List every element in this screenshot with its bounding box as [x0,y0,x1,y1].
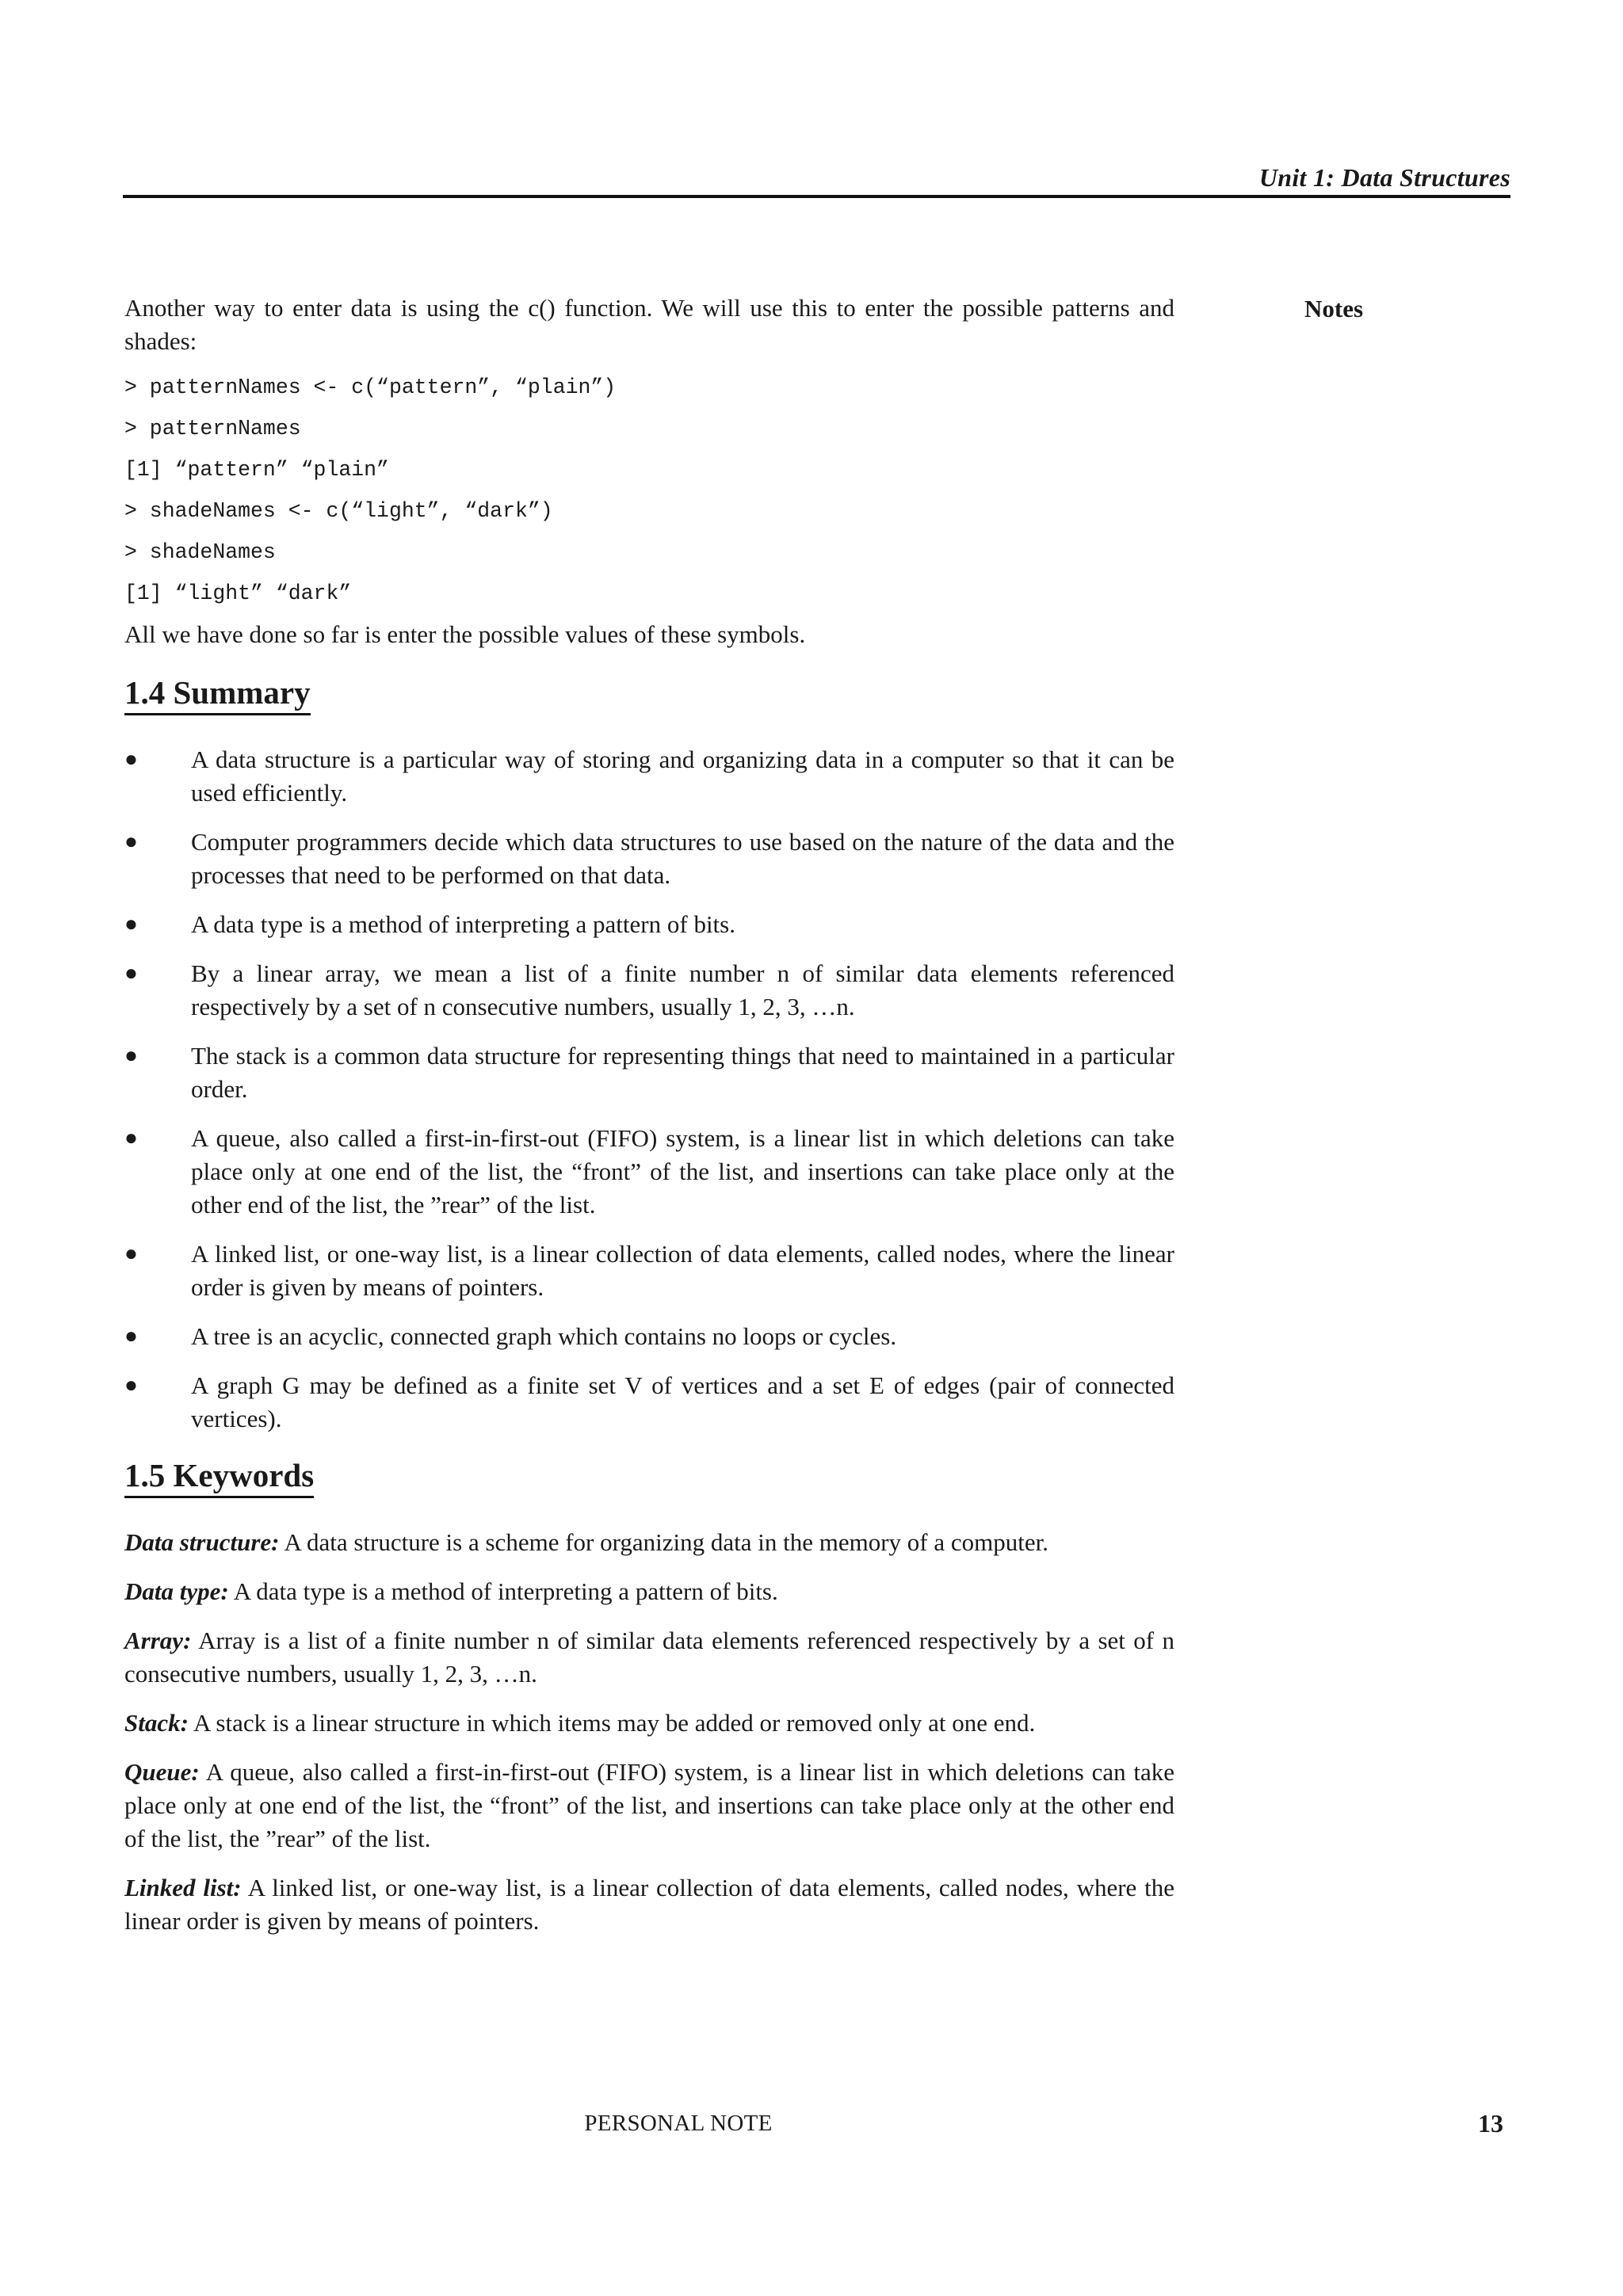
summary-item-text: A linked list, or one-way list, is a linear collection of data elements, called nodes, where the linear order is given by means of pointers. [191,1240,1174,1301]
keyword-term: Linked list: [124,1874,242,1901]
keyword-term: Data type: [124,1577,229,1605]
bullet-icon: ● [124,961,138,986]
summary-item [124,743,1174,810]
code-line: > shadeNames <- c(“light”, “dark”) [124,499,553,523]
keyword-definition: A queue, also called a first-in-first-out (FIFO) system, is a linear list in which deletions can take place only at one end of the list, the “front” of the list, and insertions can take place only at the other end of the list, the ”rear” of the list. [124,1758,1174,1852]
summary-list [124,743,1174,1436]
summary-item [124,957,1174,1024]
bullet-icon: ● [124,1373,138,1398]
summary-item [124,1369,1174,1436]
summary-item-text: A data structure is a particular way of storing and organizing data in a computer so that it can be used efficiently. [191,746,1174,807]
summary-item [124,1122,1174,1222]
summary-item [124,1238,1174,1304]
code-line: [1] “pattern” “plain” [124,458,389,482]
keyword-definition: A data structure is a scheme for organizing data in the memory of a computer. [284,1528,1048,1556]
keyword-term: Stack: [124,1709,189,1737]
summary-item [124,1039,1174,1106]
summary-item-text: The stack is a common data structure for representing things that need to maintained in a particular order. [191,1042,1174,1103]
keywords-heading: 1.5 Keywords [124,1455,314,1498]
bullet-icon: ● [124,830,138,854]
bullet-icon: ● [124,747,138,772]
page-number: 13 [1478,2109,1503,2138]
keyword-entry [124,1871,1174,1938]
summary-heading: 1.4 Summary [124,673,311,715]
summary-item-text: By a linear array, we mean a list of a finite number n of similar data elements referenced respectively by a set of n consecutive numbers, usually 1, 2, 3, …n. [191,959,1174,1020]
keyword-definition: A data type is a method of interpreting a pattern of bits. [233,1577,778,1605]
notes-margin-label: Notes [1304,295,1364,322]
keyword-entry [124,1526,1174,1559]
keyword-entry [124,1707,1174,1740]
bullet-icon: ● [124,1324,138,1348]
bullet-icon: ● [124,1241,138,1266]
keyword-term: Data structure: [124,1528,280,1556]
running-header [123,158,1510,198]
code-line: > patternNames <- c(“pattern”, “plain”) [124,376,617,399]
header-title: Unit 1: Data Structures [1258,163,1510,192]
keywords-list [124,1526,1174,1938]
keyword-entry [124,1624,1174,1691]
summary-item [124,1320,1174,1353]
intro-closing-paragraph: All we have done so far is enter the possible values of these symbols. [124,620,806,648]
bullet-icon: ● [124,912,138,936]
intro-paragraph: Another way to enter data is using the c() function. We will use this to enter the possible patterns and shades: [124,294,1174,355]
footer-text: PERSONAL NOTE [584,2111,773,2136]
keyword-definition: Array is a list of a finite number n of similar data elements referenced respectively by a set of n consecutive numbers, usually 1, 2, 3, …n. [124,1627,1174,1688]
summary-item-text: A queue, also called a first-in-first-out (FIFO) system, is a linear list in which deletions can take place only at one end of the list, the “front” of the list, and insertions can take place only at the other end of the list, the ”rear” of the list. [191,1124,1174,1219]
keyword-entry [124,1756,1174,1855]
summary-item-text: Computer programmers decide which data structures to use based on the nature of the data and the processes that need to be performed on that data. [191,828,1174,889]
bullet-icon: ● [124,1043,138,1068]
summary-item [124,908,1174,941]
code-line: [1] “light” “dark” [124,582,352,605]
summary-item-text: A graph G may be defined as a finite set V of vertices and a set E of edges (pair of connected vertices). [191,1371,1174,1432]
summary-item [124,826,1174,892]
summary-item-text: A data type is a method of interpreting a pattern of bits. [191,910,735,938]
code-line: > patternNames [124,417,301,441]
keyword-term: Queue: [124,1758,200,1786]
keyword-definition: A stack is a linear structure in which items may be added or removed only at one end. [193,1709,1036,1737]
summary-item-text: A tree is an acyclic, connected graph which contains no loops or cycles. [191,1322,897,1350]
bullet-icon: ● [124,1126,138,1150]
code-line: > shadeNames [124,540,276,564]
keyword-entry [124,1575,1174,1608]
code-block [124,367,1174,614]
keyword-definition: A linked list, or one-way list, is a linear collection of data elements, called nodes, where the linear order is given by means of pointers. [124,1874,1174,1935]
keyword-term: Array: [124,1627,192,1654]
main-content [124,292,1174,1954]
